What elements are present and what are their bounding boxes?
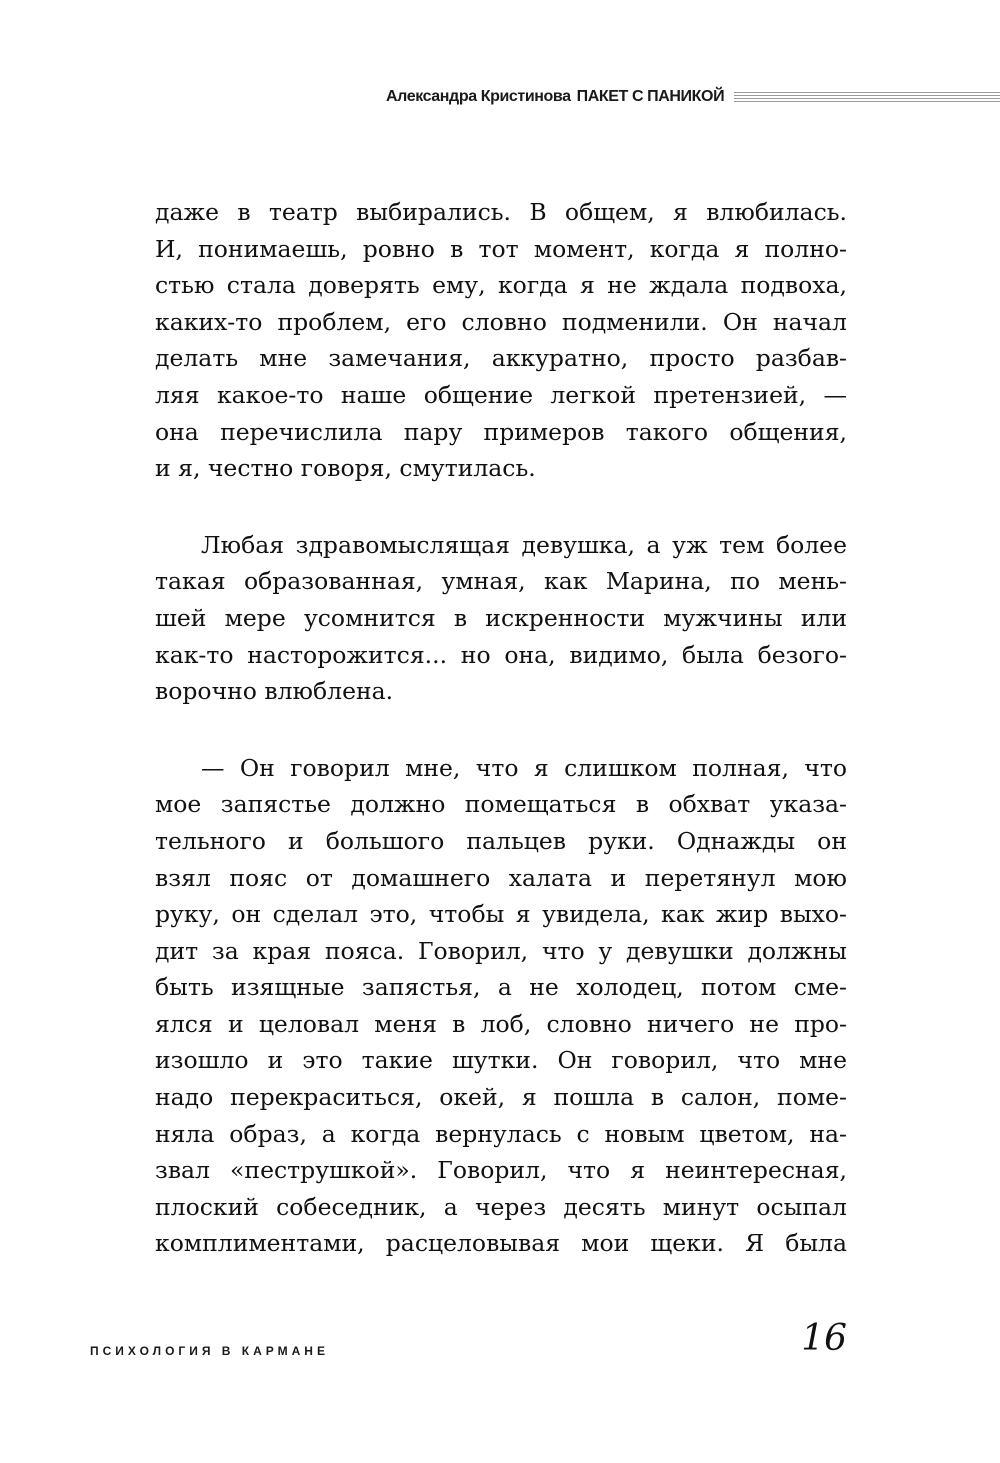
text-line: стью стала доверять ему, когда я не ждала подвоха, (155, 271, 847, 300)
text-line: надо перекраситься, окей, я пошла в салон, поме- (155, 1083, 847, 1112)
text-line: и я, честно говоря, смутилась. (155, 454, 536, 483)
text-line: — Он говорил мне, что я слишком полная, что (201, 753, 847, 782)
text-line: изошло и это такие шутки. Он говорил, что мне (155, 1046, 847, 1075)
text-line: такая образованная, умная, как Марина, по мень- (155, 567, 847, 596)
page-body (155, 194, 847, 1262)
text-line: каких-то проблем, его словно подменили. Он начал (155, 307, 847, 336)
text-line: ялся и целовал меня в лоб, словно ничего не про- (155, 1009, 847, 1038)
text-line: мое запястье должно помещаться в обхват указа- (155, 790, 847, 819)
text-line: как-то насторожится... но она, видимо, была безого- (155, 640, 847, 669)
text-line: дит за края пояса. Говорил, что у девушки должны (155, 936, 847, 965)
text-line: взял пояс от домашнего халата и перетянул мою (155, 863, 847, 892)
text-line: делать мне замечания, аккуратно, просто разбав- (155, 344, 847, 373)
page-number: 16 (801, 1318, 847, 1359)
text-line: даже в театр выбирались. В общем, я влюбилась. (155, 198, 847, 226)
running-header (386, 84, 1000, 110)
header-author: Александра Кристинова (386, 88, 571, 105)
text-line: она перечислила пару примеров такого общения, (155, 417, 847, 446)
text-line: ворочно влюблена. (155, 677, 394, 706)
text-line: звал «пеструшкой». Говорил, что я неинтересная, (155, 1156, 847, 1185)
text-line: быть изящные запястья, а не холодец, потом сме- (155, 973, 847, 1002)
header-book-title: ПАКЕТ С ПАНИКОЙ (576, 88, 725, 105)
text-line: няла образ, а когда вернулась с новым цветом, на- (155, 1119, 847, 1148)
text-line: комплиментами, расцеловывая мои щеки. Я была (155, 1229, 847, 1258)
text-line: И, понимаешь, ровно в тот момент, когда я полно- (155, 234, 847, 263)
text-line: плоский собеседник, а через десять минут осыпал (155, 1192, 847, 1221)
text-line: тельного и большого пальцев руки. Однажды он (155, 826, 847, 855)
text-line: Любая здравомыслящая девушка, а уж тем более (201, 530, 847, 559)
text-line: ляя какое-то наше общение легкой претензией, — (155, 380, 847, 409)
header-rule (734, 92, 1000, 102)
text-line: руку, он сделал это, чтобы я увидела, как жир выхо- (155, 900, 847, 929)
footer-series-title: ПСИХОЛОГИЯ В КАРМАНЕ (90, 1344, 329, 1358)
text-line: шей мере усомнится в искренности мужчины или (155, 603, 847, 632)
